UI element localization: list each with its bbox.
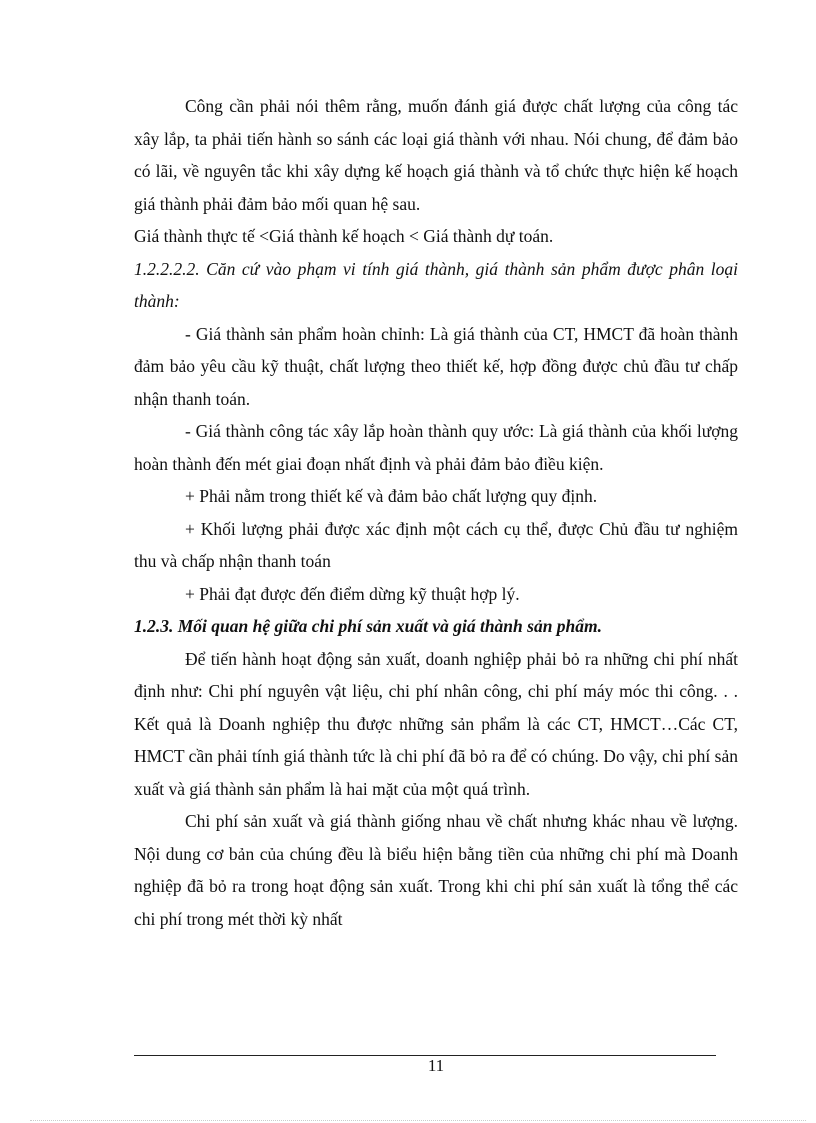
paragraph-convention-price: - Giá thành công tác xây lắp hoàn thành quy ước: Là giá thành của khối lượng hoàn thành đến mét giai đoạn nhất định và phải đảm bảo điều kiện.: [134, 421, 738, 474]
paragraph-production-costs: Để tiến hành hoạt động sản xuất, doanh nghiệp phải bỏ ra những chi phí nhất định như: Chi phí nguyên vật liệu, chi phí nhân công, chi phí máy móc thi công. . . Kết quả là Doanh nghiệp thu được những sản phẩm là các CT, HMCT…Các CT, HMCT cần phải tính giá thành tức là chi phí đã bỏ ra để có chúng. Do vậy, chi phí sản xuất và giá thành sản phẩm là hai mặt của một quá trình.: [134, 648, 738, 799]
list-item-condition-3: + Phải đạt được đến điểm dừng kỹ thuật hợp lý.: [185, 583, 520, 604]
paragraph-cost-vs-price: Chi phí sản xuất và giá thành giống nhau về chất nhưng khác nhau về lượng. Nội dung cơ bản của chúng đều là biểu hiện bằng tiền của những chi phí mà Doanh nghiệp đã bỏ ra trong hoạt động sản xuất. Trong khi chi phí sản xuất là tổng thể các chi phí trong mét thời kỳ nhất: [134, 811, 738, 929]
page-boundary: [30, 1120, 806, 1121]
list-item-condition-1: + Phải nằm trong thiết kế và đảm bảo chất lượng quy định.: [185, 486, 598, 506]
section-heading: 1.2.3. Mối quan hệ giữa chi phí sản xuất và giá thành sản phẩm.: [134, 616, 603, 636]
page-body: [134, 90, 738, 935]
paragraph-complete-product: - Giá thành sản phẩm hoàn chỉnh: Là giá thành của CT, HMCT đã hoàn thành đảm bảo yêu cầu kỹ thuật, chất lượng theo thiết kế, hợp đồng được chủ đầu tư chấp nhận thanh toán.: [134, 323, 738, 409]
page-number: 11: [427, 1056, 445, 1075]
subsection-heading: 1.2.2.2.2. Căn cứ vào phạm vi tính giá thành, giá thành sản phẩm được phân loại thành:: [134, 258, 738, 311]
paragraph-intro: Công cần phải nói thêm rằng, muốn đánh giá được chất lượng của công tác xây lắp, ta phải tiến hành so sánh các loại giá thành với nhau. Nói chung, để đảm bảo có lãi, về nguyên tắc khi xây dựng kế hoạch giá thành và tổ chức thực hiện kế hoạch giá thành phải đảm bảo mối quan hệ sau.: [134, 96, 738, 214]
paragraph-price-relation: Giá thành thực tế <Giá thành kế hoạch < Giá thành dự toán.: [134, 226, 554, 246]
list-item-condition-2: + Khối lượng phải được xác định một cách cụ thể, được Chủ đầu tư nghiệm thu và chấp nhận thanh toán: [134, 518, 738, 571]
